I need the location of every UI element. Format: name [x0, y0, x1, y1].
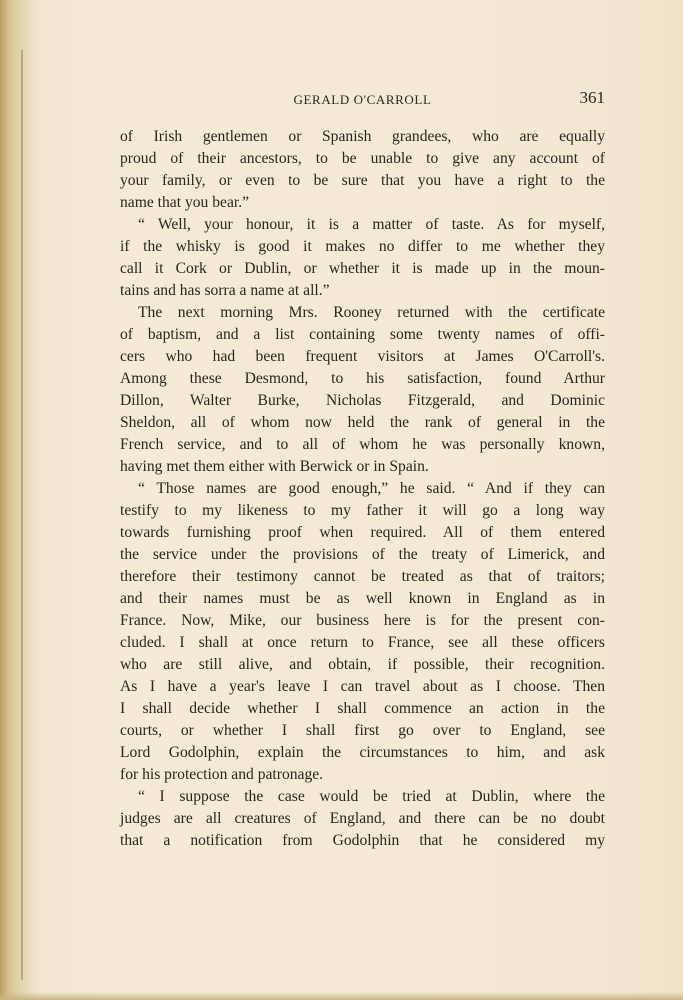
text-line: judges are all creatures of England, and there can be no doubt [120, 810, 605, 827]
binding-line [21, 50, 23, 980]
text-line: “ Those names are good enough,” he said. “ And if they can [138, 480, 605, 497]
text-line: having met them either with Berwick or in Spain. [120, 458, 429, 475]
text-line: “ Well, your honour, it is a matter of taste. As for myself, [138, 216, 605, 233]
text-line: tains and has sorra a name at all.” [120, 282, 330, 299]
text-line: proud of their ancestors, to be unable to give any account of [120, 150, 605, 167]
text-line: The next morning Mrs. Rooney returned with the certificate [138, 304, 605, 321]
book-gutter [0, 0, 36, 1000]
body-text [120, 126, 605, 852]
page-number: 361 [579, 88, 605, 107]
text-line: Sheldon, all of whom now held the rank of general in the [120, 414, 605, 431]
text-line: therefore their testimony cannot be treated as that of traitors; [120, 568, 605, 585]
text-line: call it Cork or Dublin, or whether it is made up in the moun- [120, 260, 605, 277]
text-line: of baptism, and a list containing some twenty names of offi- [120, 326, 605, 343]
text-line: French service, and to all of whom he was personally known, [120, 436, 605, 453]
text-line: cers who had been frequent visitors at James O'Carroll's. [120, 348, 605, 365]
text-line: the service under the provisions of the treaty of Limerick, and [120, 546, 605, 563]
running-head: GERALD O'CARROLL [293, 92, 432, 107]
page-bottom-edge [0, 992, 683, 1000]
page-header [120, 88, 605, 112]
text-line: and their names must be as well known in England as in [120, 590, 605, 607]
text-line: Lord Godolphin, explain the circumstances to him, and ask [120, 744, 605, 761]
text-line: name that you bear.” [120, 194, 250, 211]
text-line: Among these Desmond, to his satisfaction, found Arthur [120, 370, 605, 387]
text-line: if the whisky is good it makes no differ to me whether they [120, 238, 605, 255]
text-line: for his protection and patronage. [120, 766, 324, 783]
text-line: of Irish gentlemen or Spanish grandees, who are equally [120, 128, 605, 145]
text-line: France. Now, Mike, our business here is for the present con- [120, 612, 605, 629]
text-line: Dillon, Walter Burke, Nicholas Fitzgerald, and Dominic [120, 392, 605, 409]
text-line: I shall decide whether I shall commence an action in the [120, 700, 605, 717]
text-line: your family, or even to be sure that you have a right to the [120, 172, 605, 189]
text-line: “ I suppose the case would be tried at Dublin, where the [138, 788, 605, 805]
text-line: As I have a year's leave I can travel about as I choose. Then [120, 678, 605, 695]
text-line: courts, or whether I shall first go over to England, see [120, 722, 605, 739]
text-line: cluded. I shall at once return to France, see all these officers [120, 634, 605, 651]
text-line: that a notification from Godolphin that he considered my [120, 832, 605, 849]
text-line: who are still alive, and obtain, if possible, their recognition. [120, 656, 605, 673]
text-line: testify to my likeness to my father it will go a long way [120, 502, 605, 519]
text-line: towards furnishing proof when required. All of them entered [120, 524, 605, 541]
